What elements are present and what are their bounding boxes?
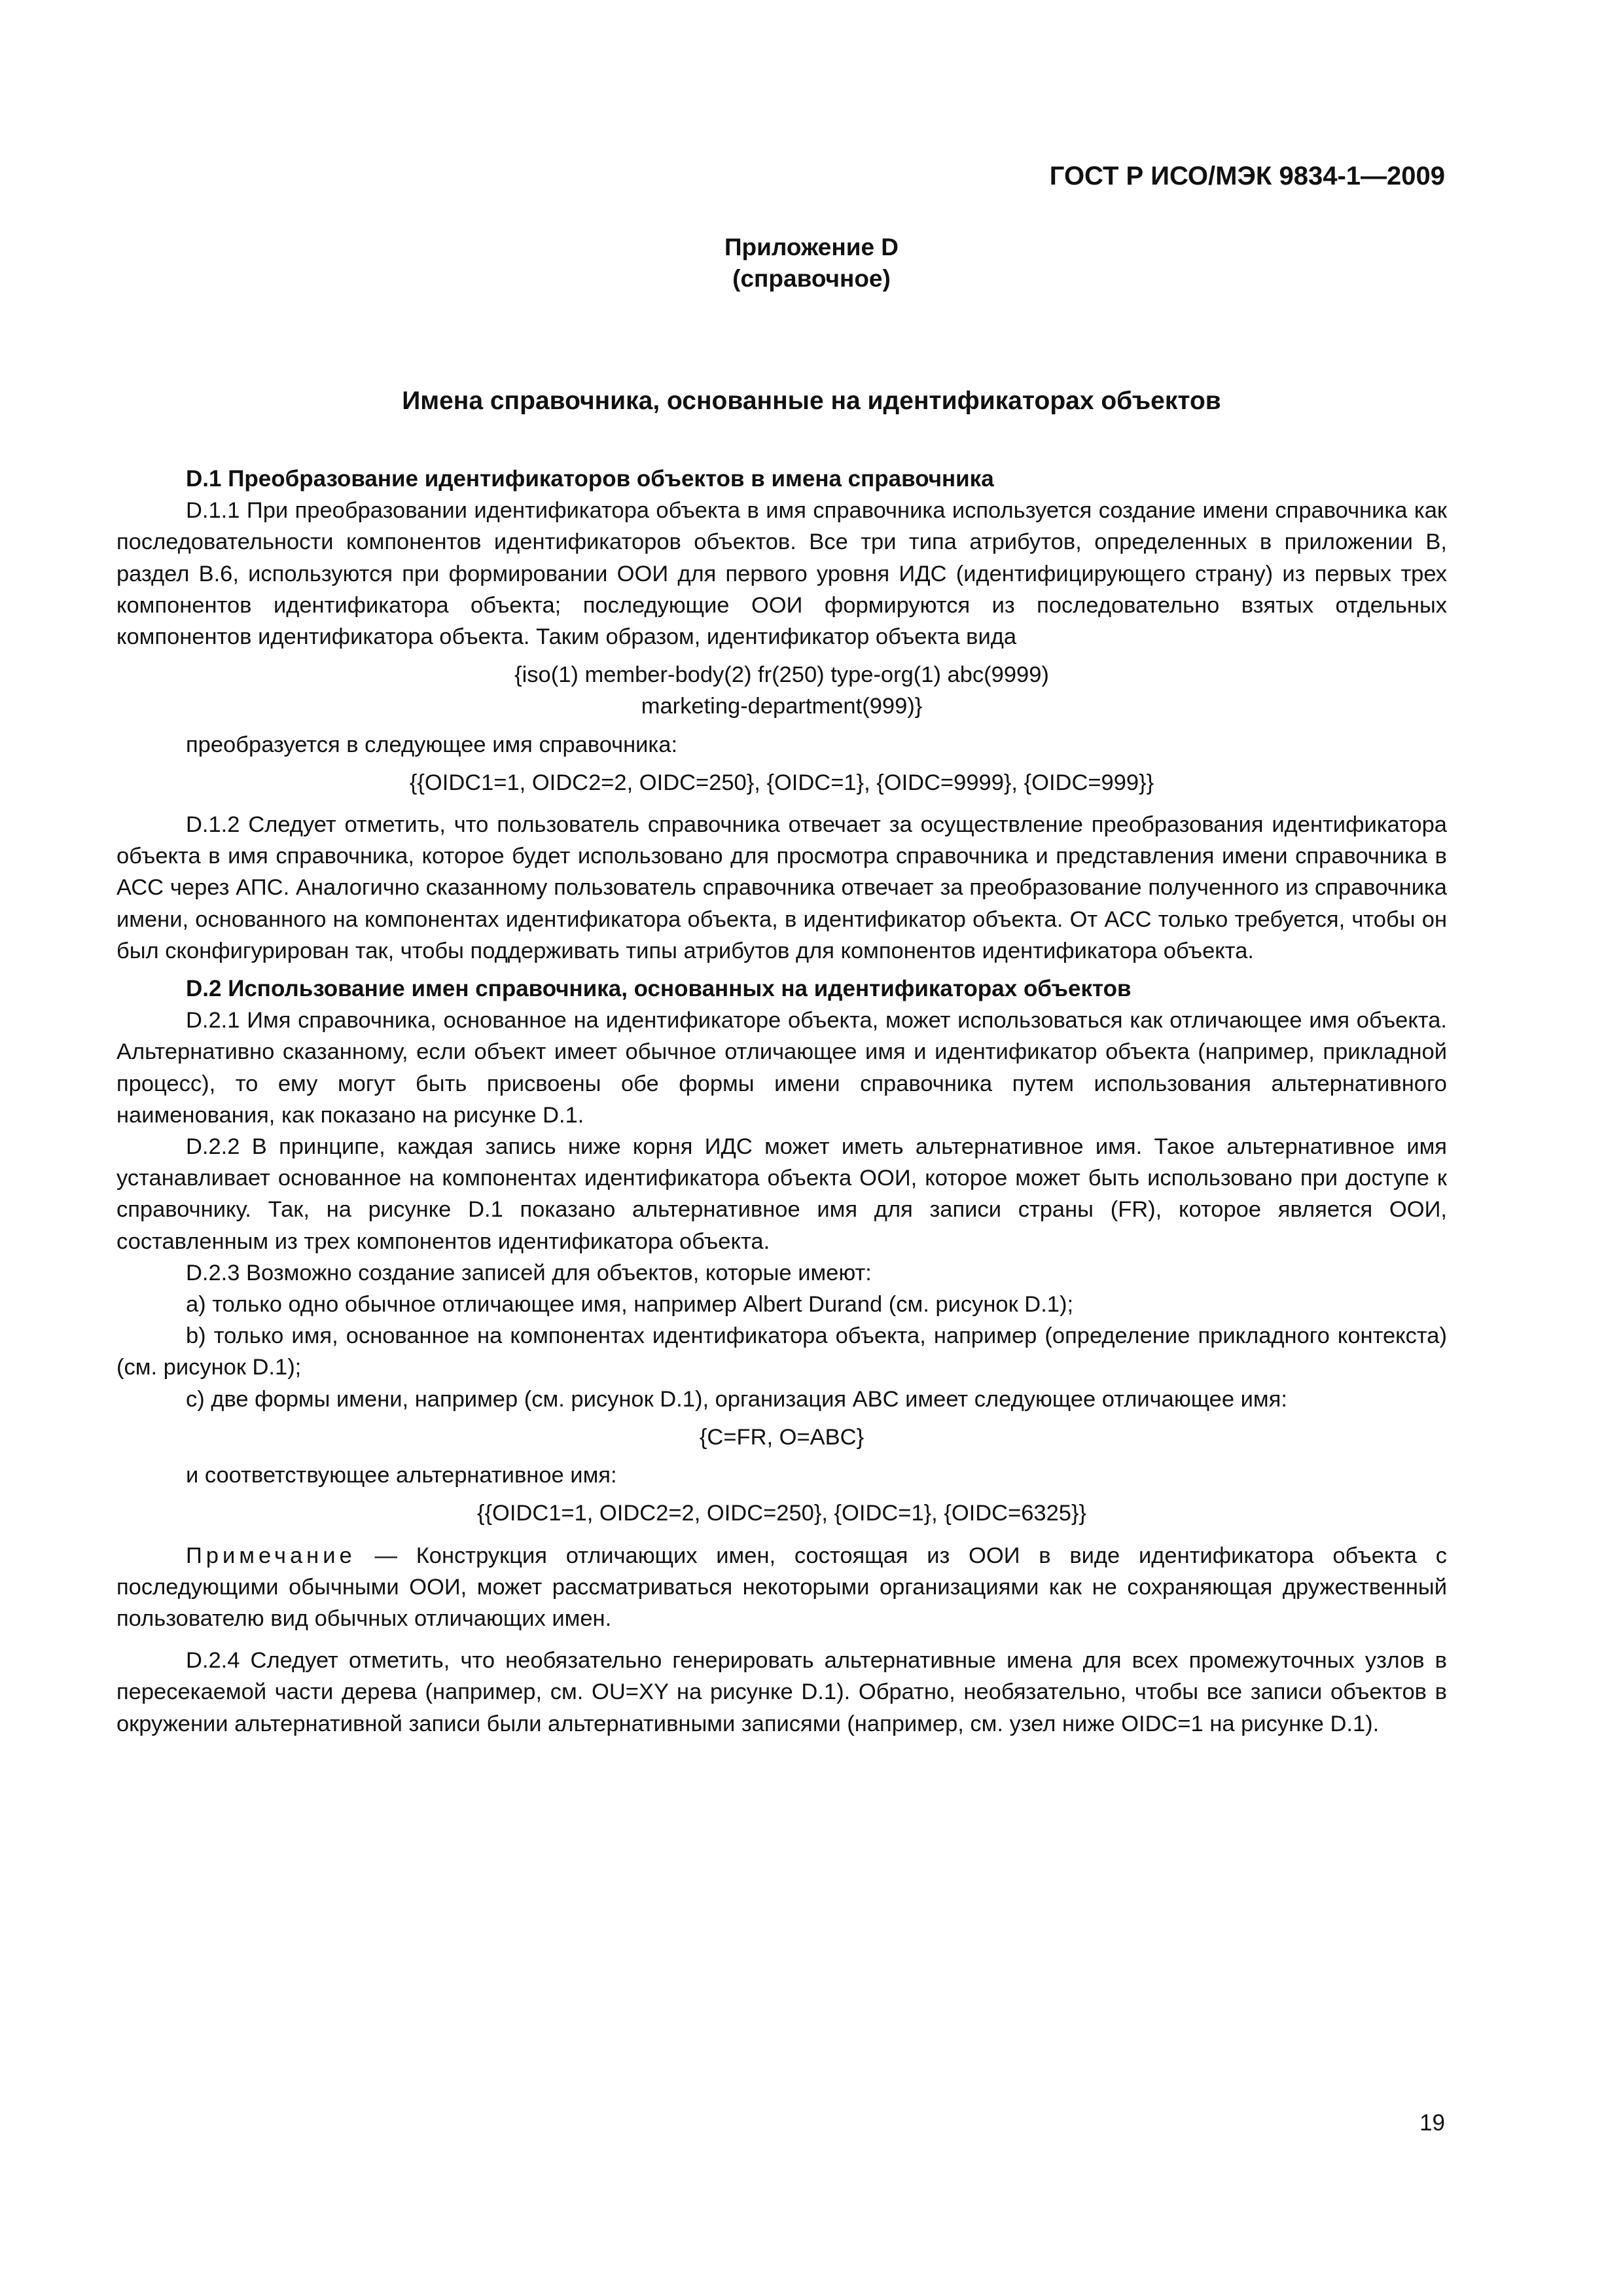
paragraph-d-2-1: D.2.1 Имя справочника, основанное на идентификаторе объекта, может использоваться как отличающее имя объекта. Альтернативно сказанному, если объект имеет обычное отличающее имя и идентификатор объекта (например, прикладной процесс), то ему могут быть присвоены обе формы имени справочника путем использования альтернативного наименования, как показано на рисунке D.1. (116, 1008, 1447, 1128)
page-number: 19 (1419, 2110, 1445, 2136)
formula-distinguished-name: {C=FR, O=ABC} (699, 1424, 865, 1450)
note-label: Примечание (186, 1543, 356, 1568)
paragraph-d-1-2: D.1.2 Следует отметить, что пользователь справочника отвечает за осуществление преобразования идентификатора объекта в имя справочника, которое будет использовано для просмотра справочника и представления имени справочника в АСС через АПС. Аналогично сказанному пользователь справочника отвечает за преобразование полученного из справочника имени, основанного на компонентах идентификатора объекта, в идентификатор объекта. От АСС только требуется, чтобы он был сконфигурирован так, чтобы поддерживать типы атрибутов для компонентов идентификатора объекта. (116, 812, 1447, 963)
paragraph-alt-name-intro: и соответствующее альтернативное имя: (186, 1463, 617, 1488)
annex-type: (справочное) (732, 265, 891, 292)
note-text: — Конструкция отличающих имен, состоящая из ООИ в виде идентификатора объекта с последующими обычными ООИ, может рассматриваться некоторыми организациями как не сохраняющая дружественный пользователю вид обычных отличающих имен. (116, 1543, 1447, 1631)
paragraph-transform-intro: преобразуется в следующее имя справочника: (186, 732, 678, 757)
formula-oid-line2: marketing-department(999)} (641, 694, 923, 719)
document-code: ГОСТ Р ИСО/МЭК 9834-1—2009 (1049, 162, 1445, 190)
paragraph-d-2-3: D.2.3 Возможно создание записей для объектов, которые имеют: (186, 1260, 872, 1285)
section-heading-d2: D.2 Использование имен справочника, основанных на идентификаторах объектов (186, 976, 1132, 1002)
formula-directory-name: {{OIDC1=1, OIDC2=2, OIDC=250}, {OIDC=1}, {OIDC=9999}, {OIDC=999}} (409, 770, 1154, 795)
formula-alternative-name: {{OIDC1=1, OIDC2=2, OIDC=250}, {OIDC=1}, {OIDC=6325}} (476, 1501, 1087, 1526)
document-body (116, 463, 1447, 1740)
page-title: Имена справочника, основанные на идентификаторах объектов (402, 387, 1221, 415)
paragraph-d-2-4: D.2.4 Следует отметить, что необязательно генерировать альтернативные имена для всех промежуточных узлов в пересекаемой части дерева (например, см. OU=XY на рисунке D.1). Обратно, необязательно, чтобы все записи объектов в окружении альтернативной записи были альтернативными записями (например, см. узел ниже OIDC=1 на рисунке D.1). (116, 1648, 1447, 1736)
list-item-c: c) две формы имени, например (см. рисунок D.1), организация ABC имеет следующее отличающее имя: (186, 1386, 1287, 1412)
paragraph-d-1-1: D.1.1 При преобразовании идентификатора объекта в имя справочника используется создание имени справочника как последовательности компонентов идентификаторов объектов. Все три типа атрибутов, определенных в приложении B, раздел B.6, используются при формировании ООИ для первого уровня ИДС (идентифицирующего страну) из первых трех компонентов идентификатора объекта; последующие ООИ формируются из последовательно взятых отдельных компонентов идентификатора объекта. Таким образом, идентификатор объекта вида (116, 498, 1447, 650)
annex-label (0, 232, 1623, 295)
section-heading-d1: D.1 Преобразование идентификаторов объектов в имена справочника (186, 466, 994, 492)
annex-title: Приложение D (724, 234, 899, 260)
list-item-a: a) только одно обычное отличающее имя, например Albert Durand (см. рисунок D.1); (186, 1292, 1074, 1318)
formula-oid-line1: {iso(1) member-body(2) fr(250) type-org(1) abc(9999) (514, 662, 1049, 688)
list-item-b: b) только имя, основанное на компонентах идентификатора объекта, например (определение прикладного контекста) (см. рисунок D.1); (116, 1323, 1447, 1380)
paragraph-d-2-2: D.2.2 В принципе, каждая запись ниже корня ИДС может иметь альтернативное имя. Такое альтернативное имя устанавливает основанное на компонентах идентификатора объекта ООИ, которое может быть использовано при доступе к справочнику. Так, на рисунке D.1 показано альтернативное имя для записи страны (FR), которое является ООИ, составленным из трех компонентов идентификатора объекта. (116, 1134, 1447, 1254)
note (116, 1540, 1447, 1635)
